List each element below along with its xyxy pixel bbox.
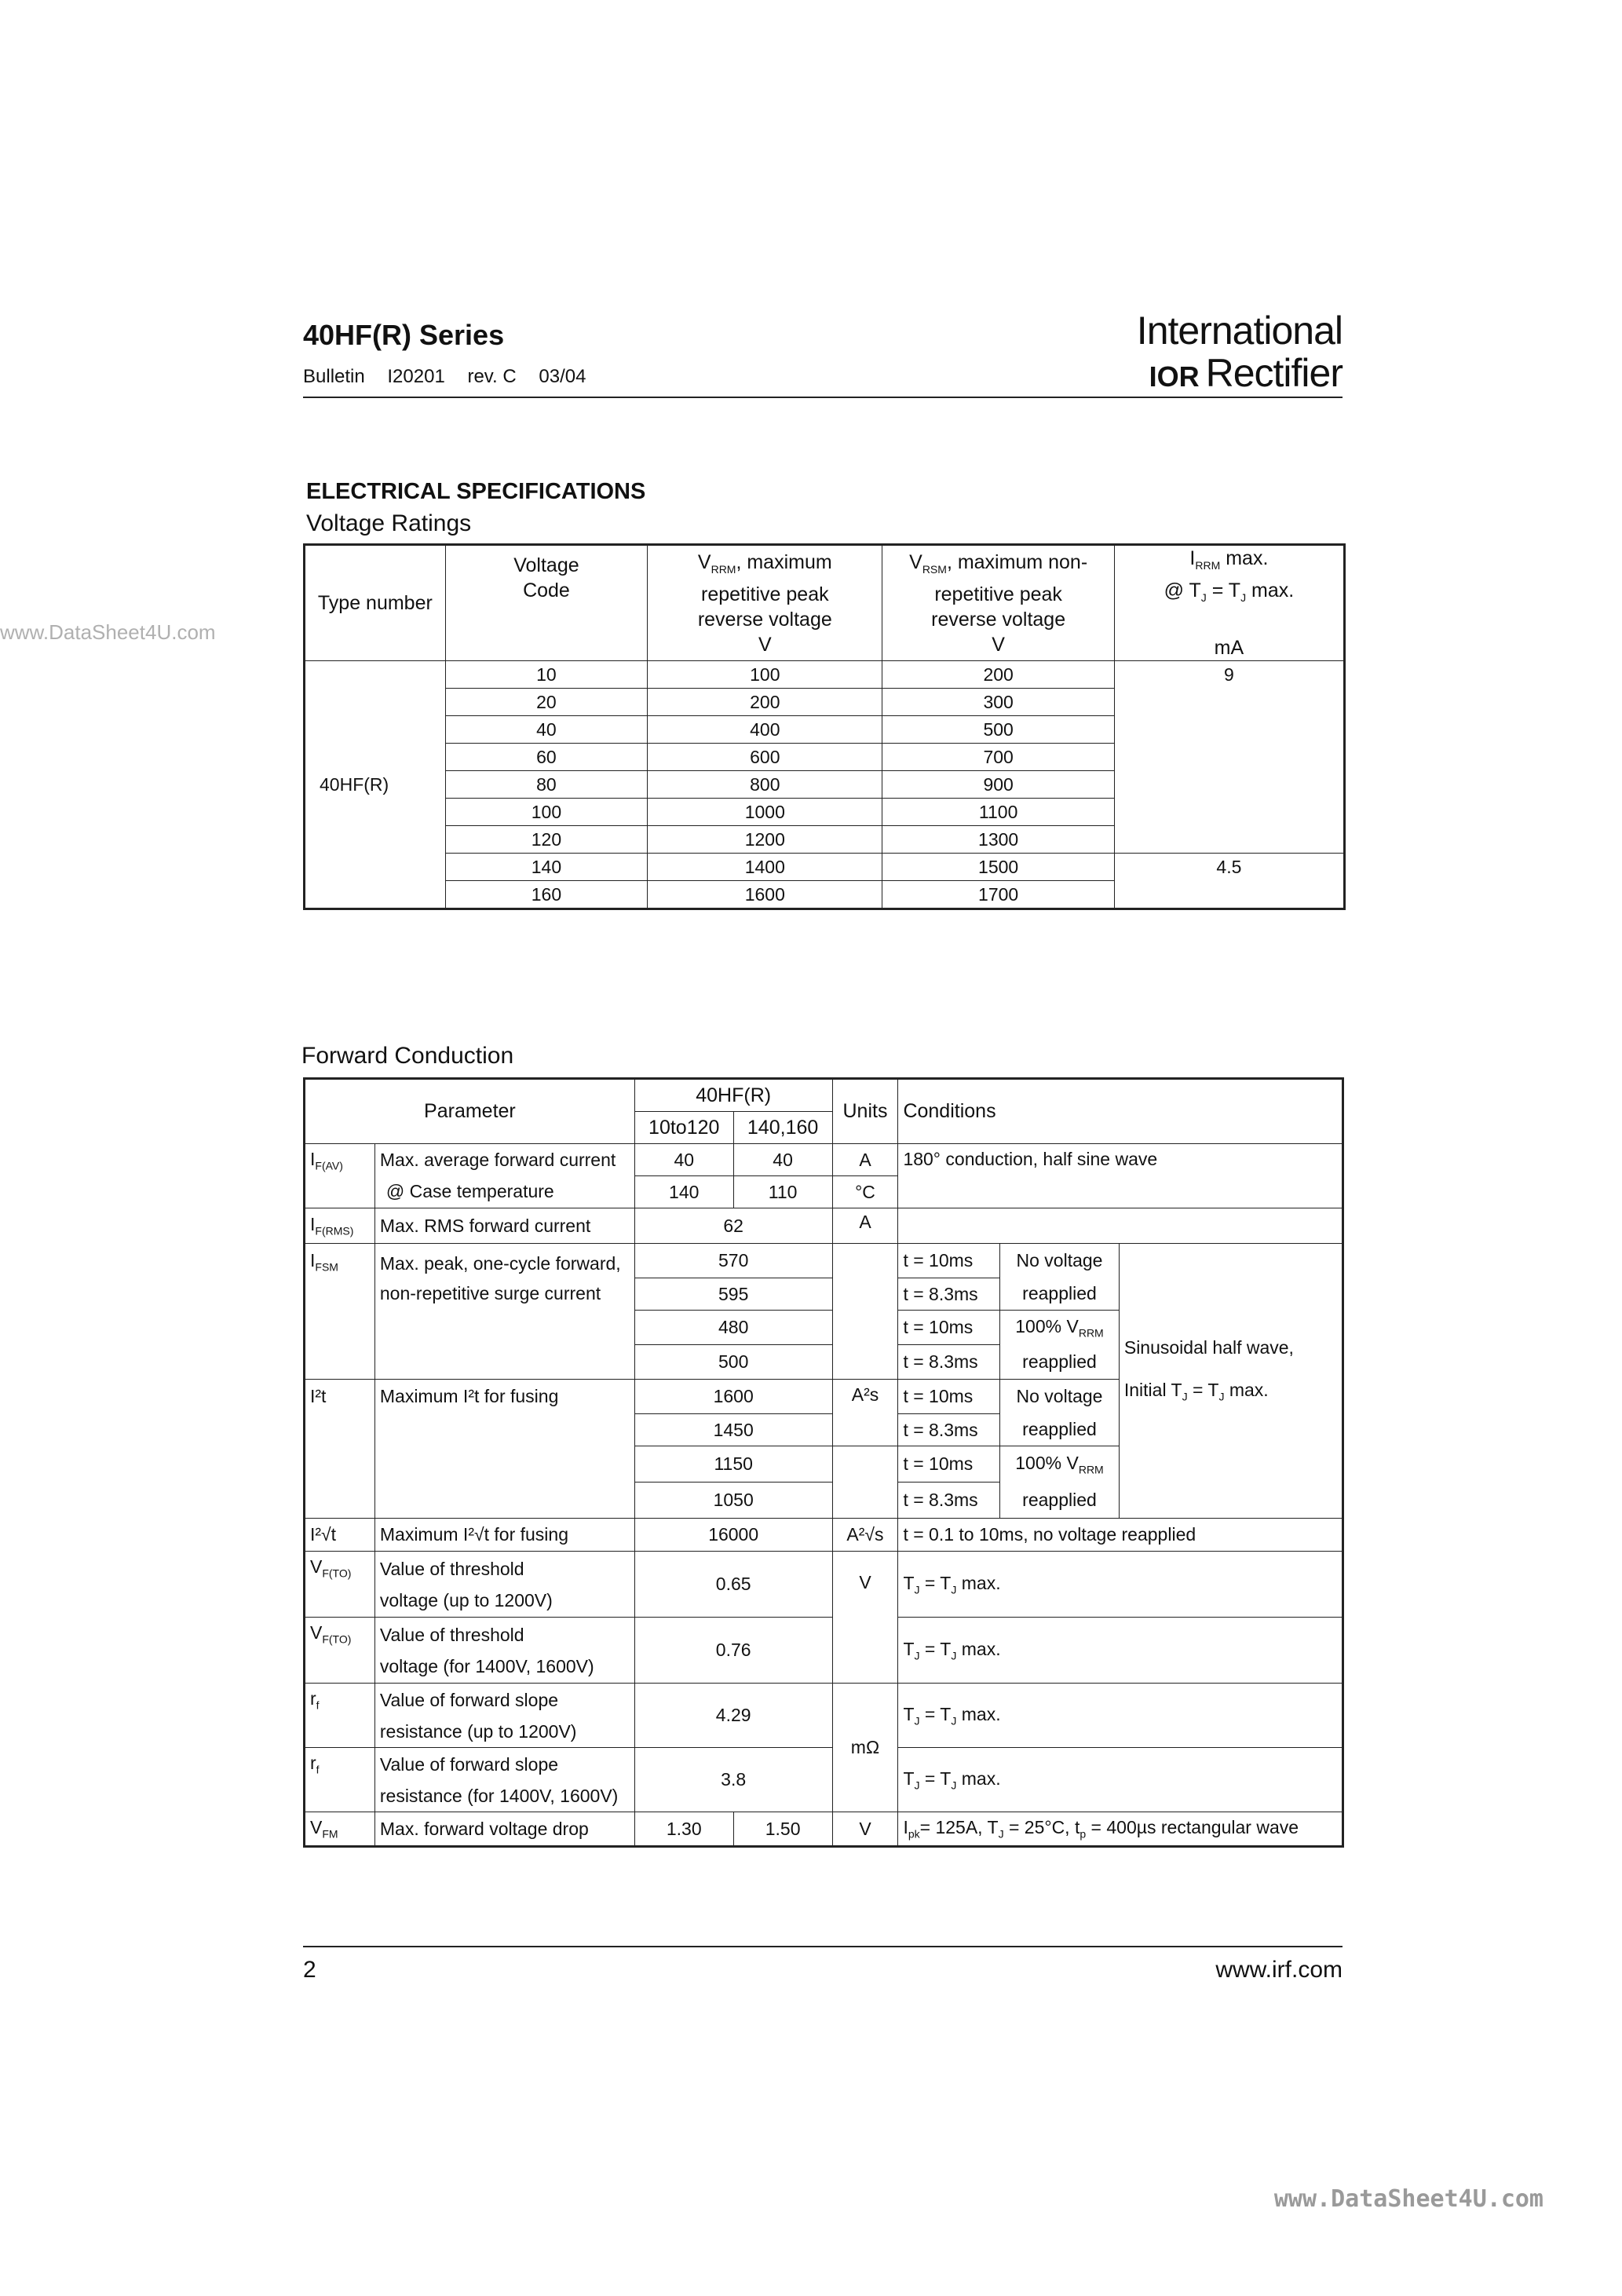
vrsm-value: 1700 (882, 881, 1114, 909)
value: 16000 (634, 1519, 832, 1552)
vrrm-value: 1000 (648, 799, 882, 826)
logo-rectifier-text: Rectifier (1205, 351, 1343, 395)
hdr-range-2: 140,160 (733, 1112, 832, 1144)
value: 500 (634, 1345, 832, 1380)
cond-no-voltage: No voltage (1000, 1244, 1120, 1278)
forward-conduction-title: Forward Conduction (301, 1043, 514, 1069)
table-row (305, 1552, 1343, 1618)
desc-vfm: Max. forward voltage drop (374, 1812, 634, 1847)
section-title: ELECTRICAL SPECIFICATIONS (306, 479, 646, 504)
sym-i2rt: I²√t (305, 1519, 375, 1552)
desc-vfto: Value of threshold voltage (up to 1200V) (374, 1552, 634, 1618)
table-row (305, 1684, 1343, 1748)
time-cond: t = 8.3ms (898, 1278, 1000, 1311)
vrsm-value: 300 (882, 689, 1114, 716)
unit: A (832, 1208, 898, 1244)
value: 40 (634, 1144, 733, 1176)
vrrm-value: 1200 (648, 826, 882, 854)
bulletin-label: Bulletin (303, 366, 365, 387)
value: 1450 (634, 1414, 832, 1446)
col-voltage-code: Voltage Code (445, 545, 647, 661)
table-row (305, 1618, 1343, 1684)
col-vrrm: $V_{RRM}$, maximum repetitive peak reverse voltage V (648, 545, 882, 661)
cond-reapplied: reapplied (1000, 1483, 1120, 1519)
cond-reapplied: reapplied (1000, 1414, 1120, 1446)
sym-vfto: $V_{F(TO)}$ (305, 1618, 375, 1684)
hdr-conditions: Conditions (898, 1079, 1343, 1144)
col-irrm: $I_{RRM}$ max. @ $T_J = T_J$ max. mA (1114, 545, 1344, 661)
sym-rf: $r_f$ (305, 1748, 375, 1812)
table-row (305, 661, 1345, 689)
type-cell: 40HF(R) (305, 661, 446, 909)
cond-tj: $T_J = T_J$ max. (898, 1684, 1343, 1748)
hdr-range-1: 10to120 (634, 1112, 733, 1144)
unit: °C (832, 1176, 898, 1208)
unit: V (832, 1552, 898, 1684)
unit: V (832, 1812, 898, 1847)
sym-ifrms: $I_{F(RMS)}$ (305, 1208, 375, 1244)
time-cond: t = 8.3ms (898, 1345, 1000, 1380)
desc-rf: Value of forward slope resistance (for 1400V, 1600V) (374, 1748, 634, 1812)
cond-tj: $T_J = T_J$ max. (898, 1748, 1343, 1812)
unit: A (832, 1144, 898, 1176)
vrsm-value: 1100 (882, 799, 1114, 826)
page-number: 2 (303, 1957, 316, 1983)
unit-empty (832, 1244, 898, 1380)
table-row (305, 1244, 1343, 1278)
cond-100pct: 100% $V_{RRM}$ (1000, 1311, 1120, 1345)
unit: A²√s (832, 1519, 898, 1552)
vrsm-value: 1500 (882, 854, 1114, 881)
vrrm-value: 200 (648, 689, 882, 716)
table-row (305, 1812, 1343, 1847)
cond-tj: $T_J = T_J$ max. (898, 1618, 1343, 1684)
vrrm-value: 1600 (648, 881, 882, 909)
value: 1.50 (733, 1812, 832, 1847)
logo-international: International (1136, 309, 1343, 353)
desc-rf: Value of forward slope resistance (up to 1200V) (374, 1684, 634, 1748)
irrm-value: 4.5 (1114, 854, 1344, 909)
footer-rule (303, 1946, 1343, 1947)
value: 1600 (634, 1380, 832, 1414)
desc-ifrms: Max. RMS forward current (374, 1208, 634, 1244)
sym-ifav: $I_{F(AV)}$ (305, 1144, 375, 1208)
cond-sinusoidal: Sinusoidal half wave, Initial $T_J = T_J$ max. (1119, 1244, 1343, 1519)
value: 1150 (634, 1446, 832, 1483)
bulletin-date: 03/04 (539, 366, 586, 387)
voltage-code: 40 (445, 716, 647, 744)
cond-tj: $T_J = T_J$ max. (898, 1552, 1343, 1618)
value: 1050 (634, 1483, 832, 1519)
bulletin-number: I20201 (387, 366, 445, 387)
time-cond: t = 10ms (898, 1311, 1000, 1345)
value: 140 (634, 1176, 733, 1208)
vrrm-value: 400 (648, 716, 882, 744)
vrrm-value: 800 (648, 771, 882, 799)
sym-rf: $r_f$ (305, 1684, 375, 1748)
cond-ifav: 180° conduction, half sine wave (898, 1144, 1343, 1208)
value: 110 (733, 1176, 832, 1208)
cond-empty (898, 1208, 1343, 1244)
vrrm-value: 600 (648, 744, 882, 771)
time-cond: t = 10ms (898, 1446, 1000, 1483)
vrsm-value: 700 (882, 744, 1114, 771)
value: 4.29 (634, 1684, 832, 1748)
unit-empty (832, 1446, 898, 1519)
col-vrsm: $V_{RSM}$, maximum non- repetitive peak reverse voltage V (882, 545, 1114, 661)
unit: mΩ (832, 1684, 898, 1812)
hdr-device: 40HF(R) (634, 1079, 832, 1112)
time-cond: t = 10ms (898, 1244, 1000, 1278)
unit: A²s (832, 1380, 898, 1446)
voltage-code: 100 (445, 799, 647, 826)
voltage-ratings-title: Voltage Ratings (306, 510, 472, 536)
vrsm-value: 500 (882, 716, 1114, 744)
hdr-parameter: Parameter (305, 1079, 635, 1144)
sym-vfm: $V_{FM}$ (305, 1812, 375, 1847)
forward-conduction-table (303, 1077, 1344, 1848)
value: 62 (634, 1208, 832, 1244)
revision: rev. C (467, 366, 517, 387)
cond-no-voltage: No voltage (1000, 1380, 1120, 1414)
cond-reapplied: reapplied (1000, 1345, 1120, 1380)
vrsm-value: 900 (882, 771, 1114, 799)
logo-rectifier (1149, 350, 1343, 396)
value: 3.8 (634, 1748, 832, 1812)
desc-ifav: Max. average forward current (374, 1144, 634, 1176)
series-title: 40HF(R) Series (303, 319, 505, 351)
desc-i2rt: Maximum I²√t for fusing (374, 1519, 634, 1552)
table-row (305, 1519, 1343, 1552)
sym-ifsm: $I_{FSM}$ (305, 1244, 375, 1380)
sym-i2t: I²t (305, 1380, 375, 1519)
voltage-code: 80 (445, 771, 647, 799)
time-cond: t = 8.3ms (898, 1483, 1000, 1519)
desc-i2t: Maximum I²t for fusing (374, 1380, 634, 1519)
table-row (305, 854, 1345, 881)
desc-case-temp: @ Case temperature (374, 1176, 634, 1208)
desc-vfto: Value of threshold voltage (for 1400V, 1600V) (374, 1618, 634, 1684)
value: 1.30 (634, 1812, 733, 1847)
value: 570 (634, 1244, 832, 1278)
desc-ifsm: Max. peak, one-cycle forward, non-repetitive surge current (374, 1244, 634, 1380)
watermark-left: www.DataSheet4U.com (0, 620, 216, 644)
vrrm-value: 100 (648, 661, 882, 689)
header-rule (303, 397, 1343, 398)
bulletin-line (303, 366, 603, 388)
voltage-code: 160 (445, 881, 647, 909)
cond-i2rt: t = 0.1 to 10ms, no voltage reapplied (898, 1519, 1343, 1552)
time-cond: t = 10ms (898, 1380, 1000, 1414)
voltage-code: 120 (445, 826, 647, 854)
cond-reapplied: reapplied (1000, 1278, 1120, 1311)
col-type-number: Type number (305, 545, 446, 661)
voltage-code: 10 (445, 661, 647, 689)
table-row (305, 1208, 1343, 1244)
hdr-units: Units (832, 1079, 898, 1144)
sym-vfto: $V_{F(TO)}$ (305, 1552, 375, 1618)
irrm-value: 9 (1114, 661, 1344, 854)
value: 0.76 (634, 1618, 832, 1684)
voltage-code: 20 (445, 689, 647, 716)
vrsm-value: 1300 (882, 826, 1114, 854)
footer-url[interactable]: www.irf.com (1215, 1957, 1343, 1983)
table-row (305, 1748, 1343, 1812)
logo-ior: IOR (1149, 360, 1200, 393)
voltage-code: 140 (445, 854, 647, 881)
value: 0.65 (634, 1552, 832, 1618)
voltage-code: 60 (445, 744, 647, 771)
watermark-right: www.DataSheet4U.com (1273, 2185, 1543, 2213)
value: 480 (634, 1311, 832, 1345)
cond-vfm: $I_{pk}= 125A$, $T_J = 25^\circ C$, $t_p = 400\mu s$ rectangular wave (898, 1812, 1343, 1847)
vrrm-value: 1400 (648, 854, 882, 881)
value: 595 (634, 1278, 832, 1311)
table-row (305, 1144, 1343, 1176)
time-cond: t = 8.3ms (898, 1414, 1000, 1446)
voltage-ratings-table (303, 543, 1346, 910)
vrsm-value: 200 (882, 661, 1114, 689)
cond-100pct: 100% $V_{RRM}$ (1000, 1446, 1120, 1483)
value: 40 (733, 1144, 832, 1176)
